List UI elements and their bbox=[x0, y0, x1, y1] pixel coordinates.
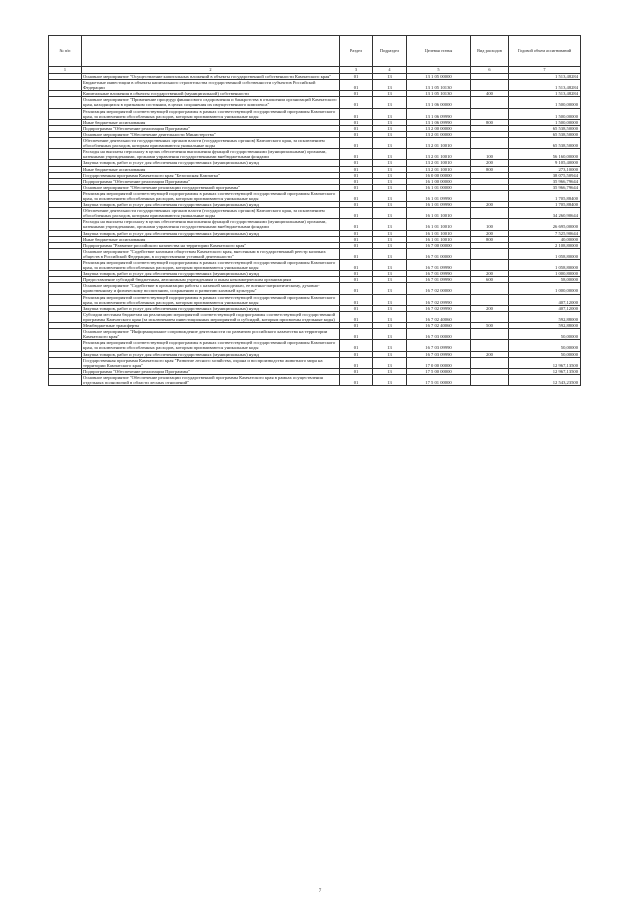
row-target-article-cell: 16 7 01 09990 bbox=[407, 271, 471, 277]
table-row bbox=[49, 357, 581, 368]
row-name-cell: Иные бюджетные ассигнования bbox=[82, 119, 340, 125]
row-target-article-cell: 17 5 01 00000 bbox=[407, 374, 471, 385]
row-expense-type-cell: 200 bbox=[471, 271, 509, 277]
row-podrazdel-cell: 13 bbox=[373, 248, 407, 259]
row-podrazdel-cell: 13 bbox=[373, 184, 407, 190]
row-name-cell: Закупка товаров, работ и услуг для обеспечения государственных (муниципальных) нужд bbox=[82, 160, 340, 166]
row-razdel-cell: 01 bbox=[340, 119, 373, 125]
header-target-article: Целевая статья bbox=[407, 36, 471, 67]
row-target-article-cell: 17 0 00 00000 bbox=[407, 357, 471, 368]
row-razdel-cell: 01 bbox=[340, 260, 373, 271]
row-name-cell: Реализация мероприятий соответствующей подпрограммы в рамках соответствующей государственной программы Камчатского края, за исключением обособленных расходов, которым присваиваются уникальные коды bbox=[82, 294, 340, 305]
row-expense-type-cell bbox=[471, 329, 509, 340]
row-name-cell: Закупка товаров, работ и услуг для обеспечения государственных (муниципальных) нужд bbox=[82, 202, 340, 208]
row-target-article-cell: 16 7 03 00000 bbox=[407, 329, 471, 340]
row-razdel-cell: 01 bbox=[340, 202, 373, 208]
row-amount-cell: 65 538,50000 bbox=[509, 125, 581, 131]
row-name-cell: Подпрограмма "Обеспечение реализации Программы" bbox=[82, 125, 340, 131]
row-razdel-cell: 01 bbox=[340, 160, 373, 166]
row-expense-type-cell bbox=[471, 138, 509, 149]
row-expense-type-cell: 800 bbox=[471, 236, 509, 242]
row-amount-cell: 58,00000 bbox=[509, 277, 581, 283]
row-target-article-cell: 16 1 01 00000 bbox=[407, 184, 471, 190]
row-target-article-cell: 16 7 02 40060 bbox=[407, 323, 471, 329]
table-row bbox=[49, 340, 581, 351]
row-name-cell: Государственная программа Камчатского края "Безопасная Камчатка" bbox=[82, 172, 340, 178]
row-podrazdel-cell: 13 bbox=[373, 149, 407, 160]
row-podrazdel-cell: 13 bbox=[373, 277, 407, 283]
row-target-article-cell: 13 1 06 09990 bbox=[407, 119, 471, 125]
row-amount-cell: 7 525,90644 bbox=[509, 230, 581, 236]
row-amount-cell: 12 967,13500 bbox=[509, 357, 581, 368]
row-amount-cell: 50,00000 bbox=[509, 329, 581, 340]
row-razdel-cell: 01 bbox=[340, 329, 373, 340]
header-annual-amount: Годовой объем ассигнований bbox=[509, 36, 581, 67]
row-name-cell: Основное мероприятие "Содействие казачьим обществам Камчатского края, внесенным в государственный реестр казачьих обществ в Российской Федерации, в осуществлении уставной деятельности" bbox=[82, 248, 340, 259]
row-target-article-cell: 16 7 03 09990 bbox=[407, 340, 471, 351]
page-number: 7 bbox=[318, 889, 322, 894]
row-razdel-cell: 01 bbox=[340, 166, 373, 172]
row-podrazdel-cell: 13 bbox=[373, 357, 407, 368]
row-index-cell bbox=[49, 340, 82, 351]
row-razdel-cell: 01 bbox=[340, 323, 373, 329]
column-number: 1 bbox=[49, 67, 82, 74]
row-amount-cell: 1 000,80000 bbox=[509, 271, 581, 277]
row-name-cell: Предоставление субсидий бюджетным, автономным учреждениям и иным некоммерческим организациям bbox=[82, 277, 340, 283]
row-name-cell: Закупка товаров, работ и услуг для обеспечения государственных (муниципальных) нужд bbox=[82, 305, 340, 311]
row-name-cell: Реализация мероприятий соответствующей подпрограммы в рамках соответствующей государственной программы Камчатского края, за исключением обособленных расходов, которым присваиваются уникальные коды bbox=[82, 190, 340, 201]
row-podrazdel-cell: 13 bbox=[373, 172, 407, 178]
row-name-cell: Реализация мероприятий соответствующей подпрограммы в рамках соответствующей государственной программы Камчатского края, за исключением обособленных расходов, которым присваиваются уникальные коды bbox=[82, 340, 340, 351]
row-index-cell bbox=[49, 294, 82, 305]
row-target-article-cell: 13 2 01 10010 bbox=[407, 160, 471, 166]
row-amount-cell: 2 108,80000 bbox=[509, 242, 581, 248]
row-target-article-cell: 16 7 02 09990 bbox=[407, 305, 471, 311]
header-podrazdel: Подраздел bbox=[373, 36, 407, 67]
row-expense-type-cell: 400 bbox=[471, 91, 509, 97]
row-amount-cell: 12 967,13500 bbox=[509, 368, 581, 374]
row-expense-type-cell: 600 bbox=[471, 277, 509, 283]
row-podrazdel-cell: 13 bbox=[373, 74, 407, 80]
row-amount-cell: 35 966,79644 bbox=[509, 178, 581, 184]
row-target-article-cell: 16 1 00 00000 bbox=[407, 178, 471, 184]
row-amount-cell: 1 513,48284 bbox=[509, 74, 581, 80]
row-razdel-cell: 01 bbox=[340, 283, 373, 294]
table-row bbox=[49, 248, 581, 259]
row-name-cell: Бюджетные инвестиции в объекты капитального строительства государственной собственности субъектов Российской Федерации bbox=[82, 80, 340, 91]
row-razdel-cell: 01 bbox=[340, 138, 373, 149]
row-podrazdel-cell: 13 bbox=[373, 242, 407, 248]
row-name-cell: Основное мероприятие "Обеспечение реализации государственной программы" bbox=[82, 184, 340, 190]
table-row bbox=[49, 283, 581, 294]
row-razdel-cell: 01 bbox=[340, 351, 373, 357]
row-podrazdel-cell: 13 bbox=[373, 208, 407, 219]
row-podrazdel-cell: 13 bbox=[373, 340, 407, 351]
row-name-cell: Закупка товаров, работ и услуг для обеспечения государственных (муниципальных) нужд bbox=[82, 351, 340, 357]
row-target-article-cell: 16 7 02 40060 bbox=[407, 311, 471, 322]
row-name-cell: Обеспечение деятельности государственных органов власти (государственных органов) Камчатского края, за исключением обособленных расходов, которым присваиваются уникальные коды bbox=[82, 208, 340, 219]
row-amount-cell: 1 500,00000 bbox=[509, 119, 581, 125]
row-razdel-cell: 01 bbox=[340, 178, 373, 184]
row-amount-cell: 9 105,40000 bbox=[509, 160, 581, 166]
row-expense-type-cell: 100 bbox=[471, 149, 509, 160]
row-amount-cell: 56 160,00000 bbox=[509, 149, 581, 160]
row-target-article-cell: 13 2 01 10010 bbox=[407, 166, 471, 172]
row-expense-type-cell bbox=[471, 260, 509, 271]
column-number-row bbox=[49, 67, 581, 74]
row-razdel-cell: 01 bbox=[340, 149, 373, 160]
row-index-cell bbox=[49, 283, 82, 294]
row-podrazdel-cell: 13 bbox=[373, 323, 407, 329]
row-expense-type-cell bbox=[471, 340, 509, 351]
row-expense-type-cell bbox=[471, 97, 509, 108]
row-index-cell bbox=[49, 260, 82, 271]
row-name-cell: Субсидии местным бюджетам на реализацию мероприятий соответствующей подпрограммы соответствующей государственной программы Камчатского края (за исключением инвестиционных мероприятий и субсидий, которым присвоены отдельные коды) bbox=[82, 311, 340, 322]
row-podrazdel-cell: 13 bbox=[373, 166, 407, 172]
row-expense-type-cell: 200 bbox=[471, 202, 509, 208]
row-amount-cell: 592,88000 bbox=[509, 323, 581, 329]
row-expense-type-cell: 200 bbox=[471, 351, 509, 357]
row-podrazdel-cell: 13 bbox=[373, 368, 407, 374]
row-name-cell: Закупка товаров, работ и услуг для обеспечения государственных (муниципальных) нужд bbox=[82, 271, 340, 277]
row-target-article-cell: 16 1 01 10010 bbox=[407, 230, 471, 236]
row-index-cell bbox=[49, 208, 82, 219]
row-podrazdel-cell: 13 bbox=[373, 329, 407, 340]
row-index-cell bbox=[49, 149, 82, 160]
row-razdel-cell: 01 bbox=[340, 125, 373, 131]
row-podrazdel-cell: 13 bbox=[373, 311, 407, 322]
row-amount-cell: 1 500,00000 bbox=[509, 108, 581, 119]
row-amount-cell: 407,12000 bbox=[509, 305, 581, 311]
row-name-cell: Расходы на выплаты персоналу в целях обеспечения выполнения функций государственными (муниципальными) органами, казенными учреждениями, органами управления государственными внебюджетными фондами bbox=[82, 149, 340, 160]
row-target-article-cell: 17 5 00 00000 bbox=[407, 368, 471, 374]
row-amount-cell: 1 705,88400 bbox=[509, 190, 581, 201]
row-expense-type-cell: 100 bbox=[471, 219, 509, 230]
row-expense-type-cell bbox=[471, 283, 509, 294]
row-expense-type-cell bbox=[471, 311, 509, 322]
column-number: 4 bbox=[373, 67, 407, 74]
row-name-cell: Реализация мероприятий соответствующей подпрограммы в рамках соответствующей государственной программы Камчатского края, за исключением обособленных расходов, которым присваиваются уникальные коды bbox=[82, 260, 340, 271]
row-name-cell: Основное мероприятие "Осуществление капитальных вложений в объекты государственной собственности Камчатского края" bbox=[82, 74, 340, 80]
row-name-cell: Обеспечение деятельности государственных органов власти (государственных органов) Камчатского края, за исключением обособленных расходов, которым присваиваются уникальные коды bbox=[82, 138, 340, 149]
row-razdel-cell: 01 bbox=[340, 242, 373, 248]
row-name-cell: Реализация мероприятий соответствующей подпрограммы в рамках соответствующей государственной программы Камчатского края, за исключением обособленных расходов, которым присваиваются уникальные коды bbox=[82, 108, 340, 119]
row-target-article-cell: 16 0 00 00000 bbox=[407, 172, 471, 178]
header-razdel: Раздел bbox=[340, 36, 373, 67]
row-target-article-cell: 16 7 01 09990 bbox=[407, 277, 471, 283]
row-amount-cell: 407,12000 bbox=[509, 294, 581, 305]
row-expense-type-cell: 200 bbox=[471, 160, 509, 166]
row-target-article-cell: 16 7 00 00000 bbox=[407, 242, 471, 248]
row-podrazdel-cell: 13 bbox=[373, 283, 407, 294]
row-target-article-cell: 13 1 06 09990 bbox=[407, 108, 471, 119]
row-razdel-cell: 01 bbox=[340, 172, 373, 178]
row-name-cell: Основное мероприятие "Содействие в организации работы с казачьей молодежью, ее военно-патриотическому, духовно-нравственному и физическому воспитанию, сохранению и развитию казачьей культуры" bbox=[82, 283, 340, 294]
row-target-article-cell: 16 1 01 09990 bbox=[407, 202, 471, 208]
row-podrazdel-cell: 13 bbox=[373, 351, 407, 357]
table-row bbox=[49, 138, 581, 149]
budget-table bbox=[48, 35, 581, 386]
column-number: 2 bbox=[82, 67, 340, 74]
row-expense-type-cell: 800 bbox=[471, 166, 509, 172]
row-razdel-cell: 01 bbox=[340, 368, 373, 374]
row-podrazdel-cell: 13 bbox=[373, 305, 407, 311]
row-name-cell: Иные бюджетные ассигнования bbox=[82, 166, 340, 172]
row-expense-type-cell bbox=[471, 80, 509, 91]
header-index: № п/п bbox=[49, 36, 82, 67]
row-podrazdel-cell: 13 bbox=[373, 219, 407, 230]
row-index-cell bbox=[49, 329, 82, 340]
row-razdel-cell: 01 bbox=[340, 219, 373, 230]
row-expense-type-cell bbox=[471, 190, 509, 201]
row-amount-cell: 26 695,00000 bbox=[509, 219, 581, 230]
row-name-cell: Расходы на выплаты персоналу в целях обеспечения выполнения функций государственными (муниципальными) органами, казенными учреждениями, органами управления государственными внебюджетными фондами bbox=[82, 219, 340, 230]
table-row bbox=[49, 374, 581, 385]
row-amount-cell: 50,00000 bbox=[509, 351, 581, 357]
row-index-cell bbox=[49, 108, 82, 119]
header-name bbox=[82, 36, 340, 67]
row-expense-type-cell bbox=[471, 108, 509, 119]
row-podrazdel-cell: 13 bbox=[373, 294, 407, 305]
row-target-article-cell: 13 1 05 10130 bbox=[407, 91, 471, 97]
row-target-article-cell: 16 1 01 09990 bbox=[407, 190, 471, 201]
table-row bbox=[49, 329, 581, 340]
table-body bbox=[49, 74, 581, 386]
row-amount-cell: 12 543,23500 bbox=[509, 374, 581, 385]
row-razdel-cell: 01 bbox=[340, 248, 373, 259]
table-row bbox=[49, 108, 581, 119]
row-podrazdel-cell: 13 bbox=[373, 91, 407, 97]
row-target-article-cell: 13 1 06 00000 bbox=[407, 97, 471, 108]
row-podrazdel-cell: 13 bbox=[373, 97, 407, 108]
row-podrazdel-cell: 13 bbox=[373, 190, 407, 201]
row-amount-cell: 38 075,50944 bbox=[509, 172, 581, 178]
row-amount-cell: 40,00000 bbox=[509, 236, 581, 242]
row-podrazdel-cell: 13 bbox=[373, 271, 407, 277]
row-razdel-cell: 01 bbox=[340, 305, 373, 311]
table-row bbox=[49, 190, 581, 201]
row-index-cell bbox=[49, 311, 82, 322]
row-target-article-cell: 16 7 02 00000 bbox=[407, 283, 471, 294]
row-expense-type-cell: 200 bbox=[471, 305, 509, 311]
row-podrazdel-cell: 13 bbox=[373, 202, 407, 208]
row-name-cell: Закупка товаров, работ и услуг для обеспечения государственных (муниципальных) нужд bbox=[82, 230, 340, 236]
row-razdel-cell: 01 bbox=[340, 108, 373, 119]
row-index-cell bbox=[49, 80, 82, 91]
row-podrazdel-cell: 13 bbox=[373, 131, 407, 137]
column-number: 5 bbox=[407, 67, 471, 74]
row-amount-cell: 1 058,80000 bbox=[509, 248, 581, 259]
row-expense-type-cell bbox=[471, 208, 509, 219]
column-number: 6 bbox=[471, 67, 509, 74]
row-podrazdel-cell: 13 bbox=[373, 108, 407, 119]
row-razdel-cell: 01 bbox=[340, 311, 373, 322]
table-row bbox=[49, 208, 581, 219]
row-expense-type-cell bbox=[471, 357, 509, 368]
row-razdel-cell: 01 bbox=[340, 74, 373, 80]
row-razdel-cell: 01 bbox=[340, 340, 373, 351]
row-amount-cell: 35 966,79644 bbox=[509, 184, 581, 190]
row-target-article-cell: 13 2 00 00000 bbox=[407, 125, 471, 131]
row-podrazdel-cell: 13 bbox=[373, 125, 407, 131]
row-amount-cell: 34 260,90644 bbox=[509, 208, 581, 219]
row-amount-cell: 1 513,48284 bbox=[509, 91, 581, 97]
row-index-cell bbox=[49, 190, 82, 201]
row-razdel-cell: 01 bbox=[340, 230, 373, 236]
row-target-article-cell: 16 7 02 09990 bbox=[407, 294, 471, 305]
row-podrazdel-cell: 13 bbox=[373, 160, 407, 166]
row-name-cell: Основное мероприятие "Обеспечение реализации государственной программы Камчатского края в рамках осуществления отдельных полномочий в области лесных отношений" bbox=[82, 374, 340, 385]
row-amount-cell: 1 705,88400 bbox=[509, 202, 581, 208]
row-name-cell: Основное мероприятие "Обеспечение деятельности Министерства" bbox=[82, 131, 340, 137]
row-podrazdel-cell: 13 bbox=[373, 178, 407, 184]
row-amount-cell: 273,10000 bbox=[509, 166, 581, 172]
row-razdel-cell: 01 bbox=[340, 91, 373, 97]
row-podrazdel-cell: 13 bbox=[373, 230, 407, 236]
row-razdel-cell: 01 bbox=[340, 131, 373, 137]
row-name-cell: Основное мероприятие "Информационное сопровождение деятельности по развитию российского казачества на территории Камчатского края" bbox=[82, 329, 340, 340]
row-index-cell bbox=[49, 374, 82, 385]
row-amount-cell: 1 058,80000 bbox=[509, 260, 581, 271]
row-amount-cell: 1 500,00000 bbox=[509, 97, 581, 108]
row-target-article-cell: 13 1 05 10130 bbox=[407, 80, 471, 91]
column-number: 3 bbox=[340, 67, 373, 74]
row-index-cell bbox=[49, 219, 82, 230]
budget-table-sheet bbox=[48, 35, 580, 386]
row-razdel-cell: 01 bbox=[340, 97, 373, 108]
row-amount-cell: 592,88000 bbox=[509, 311, 581, 322]
header-expense-type: Вид расходов bbox=[471, 36, 509, 67]
row-podrazdel-cell: 13 bbox=[373, 260, 407, 271]
row-amount-cell: 50,00000 bbox=[509, 340, 581, 351]
row-index-cell bbox=[49, 97, 82, 108]
row-target-article-cell: 13 2 01 10010 bbox=[407, 138, 471, 149]
row-razdel-cell: 01 bbox=[340, 190, 373, 201]
row-razdel-cell: 01 bbox=[340, 184, 373, 190]
table-row bbox=[49, 219, 581, 230]
row-razdel-cell: 01 bbox=[340, 294, 373, 305]
row-name-cell: Капитальные вложения в объекты государственной (муниципальной) собственности bbox=[82, 91, 340, 97]
row-name-cell: Подпрограмма "Обеспечение реализации Программы" bbox=[82, 178, 340, 184]
row-podrazdel-cell: 13 bbox=[373, 236, 407, 242]
table-row bbox=[49, 149, 581, 160]
row-amount-cell: 65 538,50000 bbox=[509, 138, 581, 149]
row-razdel-cell: 01 bbox=[340, 374, 373, 385]
row-expense-type-cell bbox=[471, 374, 509, 385]
table-row bbox=[49, 80, 581, 91]
row-podrazdel-cell: 13 bbox=[373, 374, 407, 385]
row-target-article-cell: 16 1 01 10010 bbox=[407, 236, 471, 242]
row-razdel-cell: 01 bbox=[340, 271, 373, 277]
row-target-article-cell: 16 7 01 09990 bbox=[407, 260, 471, 271]
row-razdel-cell: 01 bbox=[340, 236, 373, 242]
row-target-article-cell: 13 2 01 00000 bbox=[407, 131, 471, 137]
row-name-cell: Межбюджетные трансферты bbox=[82, 323, 340, 329]
table-row bbox=[49, 97, 581, 108]
row-razdel-cell: 01 bbox=[340, 357, 373, 368]
row-target-article-cell: 16 1 01 10010 bbox=[407, 208, 471, 219]
row-index-cell bbox=[49, 138, 82, 149]
row-target-article-cell: 13 1 05 00000 bbox=[407, 74, 471, 80]
header-row bbox=[49, 36, 581, 67]
row-target-article-cell: 16 7 03 09990 bbox=[407, 351, 471, 357]
row-target-article-cell: 13 2 01 10010 bbox=[407, 149, 471, 160]
row-razdel-cell: 01 bbox=[340, 208, 373, 219]
row-name-cell: Основное мероприятие "Применение процедур финансового оздоровления и банкротства в отношении организаций Камчатского края, находящихся в признаком состоянии, в целях сохранения их имущественного комплекса" bbox=[82, 97, 340, 108]
row-razdel-cell: 01 bbox=[340, 80, 373, 91]
row-expense-type-cell: 800 bbox=[471, 119, 509, 125]
row-name-cell: Государственная программа Камчатского края "Развитие лесного хозяйства, охрана и воспроизводство животного мира на территории Камчатского края" bbox=[82, 357, 340, 368]
table-row bbox=[49, 294, 581, 305]
row-podrazdel-cell: 13 bbox=[373, 138, 407, 149]
column-number: 7 bbox=[509, 67, 581, 74]
row-name-cell: Подпрограмма "Развитие российского казачества на территории Камчатского края" bbox=[82, 242, 340, 248]
row-amount-cell: 1 513,48284 bbox=[509, 80, 581, 91]
row-target-article-cell: 16 7 01 00000 bbox=[407, 248, 471, 259]
row-podrazdel-cell: 13 bbox=[373, 80, 407, 91]
table-row bbox=[49, 260, 581, 271]
row-target-article-cell: 16 1 01 10010 bbox=[407, 219, 471, 230]
row-expense-type-cell bbox=[471, 294, 509, 305]
row-razdel-cell: 01 bbox=[340, 277, 373, 283]
row-name-cell: Иные бюджетные ассигнования bbox=[82, 236, 340, 242]
table-row bbox=[49, 311, 581, 322]
row-index-cell bbox=[49, 357, 82, 368]
row-amount-cell: 1 000,00000 bbox=[509, 283, 581, 294]
row-amount-cell: 65 538,50000 bbox=[509, 131, 581, 137]
row-index-cell bbox=[49, 248, 82, 259]
row-expense-type-cell bbox=[471, 248, 509, 259]
row-expense-type-cell: 200 bbox=[471, 230, 509, 236]
row-expense-type-cell: 500 bbox=[471, 323, 509, 329]
row-name-cell: Подпрограмма "Обеспечение реализации Программы" bbox=[82, 368, 340, 374]
row-podrazdel-cell: 13 bbox=[373, 119, 407, 125]
